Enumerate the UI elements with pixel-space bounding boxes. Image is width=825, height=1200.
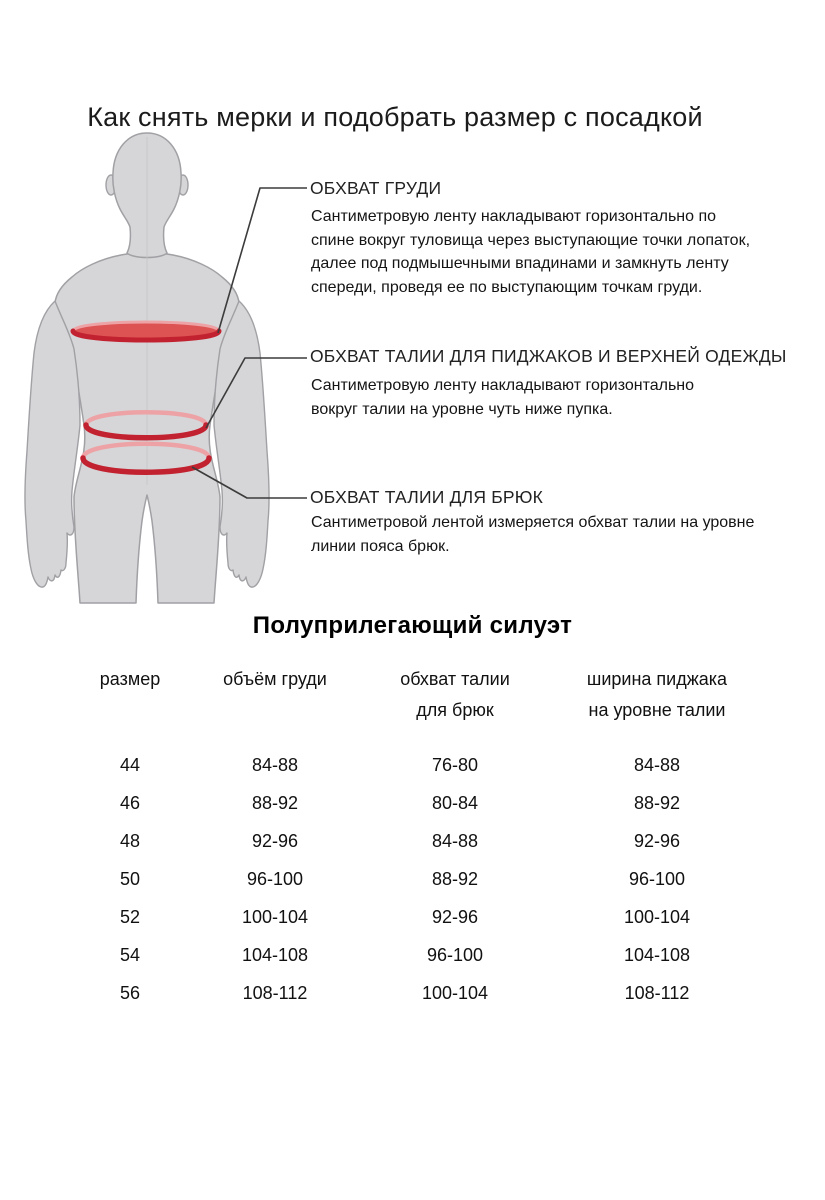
waist-cell: 80-84 — [431, 792, 479, 813]
description-line: линии пояса брюк. — [311, 537, 450, 555]
chest-cell: 96-100 — [246, 868, 304, 889]
silhouette-section-heading: Полуприлегающий силуэт — [252, 612, 573, 639]
description-line: далее под подмышечными впадинами и замкнуть ленту — [311, 255, 729, 272]
size-cell: 48 — [119, 830, 141, 851]
size-cell: 44 — [119, 754, 141, 775]
chest-cell: 84-88 — [251, 754, 299, 775]
column-header-chest: объём груди — [223, 668, 327, 689]
description-line: спереди, проведя ее по выступающим точкам груди. — [311, 278, 703, 296]
table-header-row — [60, 660, 754, 698]
size-cell: 52 — [119, 906, 141, 927]
jacket-waist-measurement-label: ОБХВАТ ТАЛИИ ДЛЯ ПИДЖАКОВ И ВЕРХНЕЙ ОДЕЖДЫ — [310, 346, 787, 366]
right-arm-shape — [214, 301, 269, 587]
jacket-width-cell: 96-100 — [628, 868, 686, 889]
size-cell: 54 — [119, 944, 141, 965]
table-row — [60, 746, 754, 784]
table-row — [60, 822, 754, 860]
column-header-size: размер — [99, 668, 161, 689]
table-row — [60, 974, 754, 1012]
page-title: Как снять мерки и подобрать размер с посадкой — [87, 102, 703, 133]
column-header-waist: обхват талии — [400, 668, 510, 689]
description-line: вокруг талии на уровне чуть ниже пупка. — [311, 400, 613, 418]
description-line: Сантиметровую ленту накладывают горизонтально по — [311, 208, 717, 225]
table-header-row-2 — [60, 698, 754, 742]
size-table — [60, 660, 754, 1012]
chest-cell: 92-96 — [251, 830, 299, 851]
table-row — [60, 936, 754, 974]
size-cell: 56 — [119, 982, 141, 1003]
waist-cell: 92-96 — [431, 906, 479, 927]
jacket-width-cell: 92-96 — [633, 830, 681, 851]
jacket-waist-measurement-description — [311, 374, 781, 421]
waist-cell: 76-80 — [431, 754, 479, 775]
waist-cell: 96-100 — [426, 944, 484, 965]
jacket-width-cell: 108-112 — [624, 982, 690, 1003]
trouser-waist-measurement-description — [311, 511, 781, 558]
jacket-width-cell: 104-108 — [623, 944, 691, 965]
chest-measurement-label: ОБХВАТ ГРУДИ — [310, 178, 442, 198]
jacket-width-cell: 88-92 — [633, 792, 681, 813]
description-line: Сантиметровой лентой измеряется обхват талии на уровне — [311, 514, 755, 531]
size-cell: 46 — [119, 792, 141, 813]
chest-band — [73, 322, 219, 340]
left-arm-shape — [25, 301, 80, 587]
description-line: спине вокруг туловища через выступающие точки лопаток, — [311, 231, 751, 249]
table-row — [60, 860, 754, 898]
jacket-width-cell: 100-104 — [623, 906, 691, 927]
chest-cell: 104-108 — [241, 944, 309, 965]
column-header-jacket-width-line2: на уровне талии — [588, 700, 726, 720]
chest-cell: 88-92 — [251, 792, 299, 813]
column-header-jacket-width: ширина пиджака — [586, 668, 728, 689]
size-cell: 50 — [119, 868, 141, 889]
jacket-width-cell: 84-88 — [633, 754, 681, 775]
description-line: Сантиметровую ленту накладывают горизонтально — [311, 377, 695, 394]
waist-cell: 84-88 — [431, 830, 479, 851]
table-row — [60, 898, 754, 936]
chest-measurement-description — [311, 205, 781, 299]
column-header-waist-line2: для брюк — [416, 700, 494, 720]
chest-cell: 108-112 — [242, 982, 308, 1003]
waist-cell: 100-104 — [421, 982, 489, 1003]
table-row — [60, 784, 754, 822]
trouser-waist-measurement-label: ОБХВАТ ТАЛИИ ДЛЯ БРЮК — [310, 487, 544, 507]
chest-cell: 100-104 — [241, 906, 309, 927]
waist-cell: 88-92 — [431, 868, 479, 889]
